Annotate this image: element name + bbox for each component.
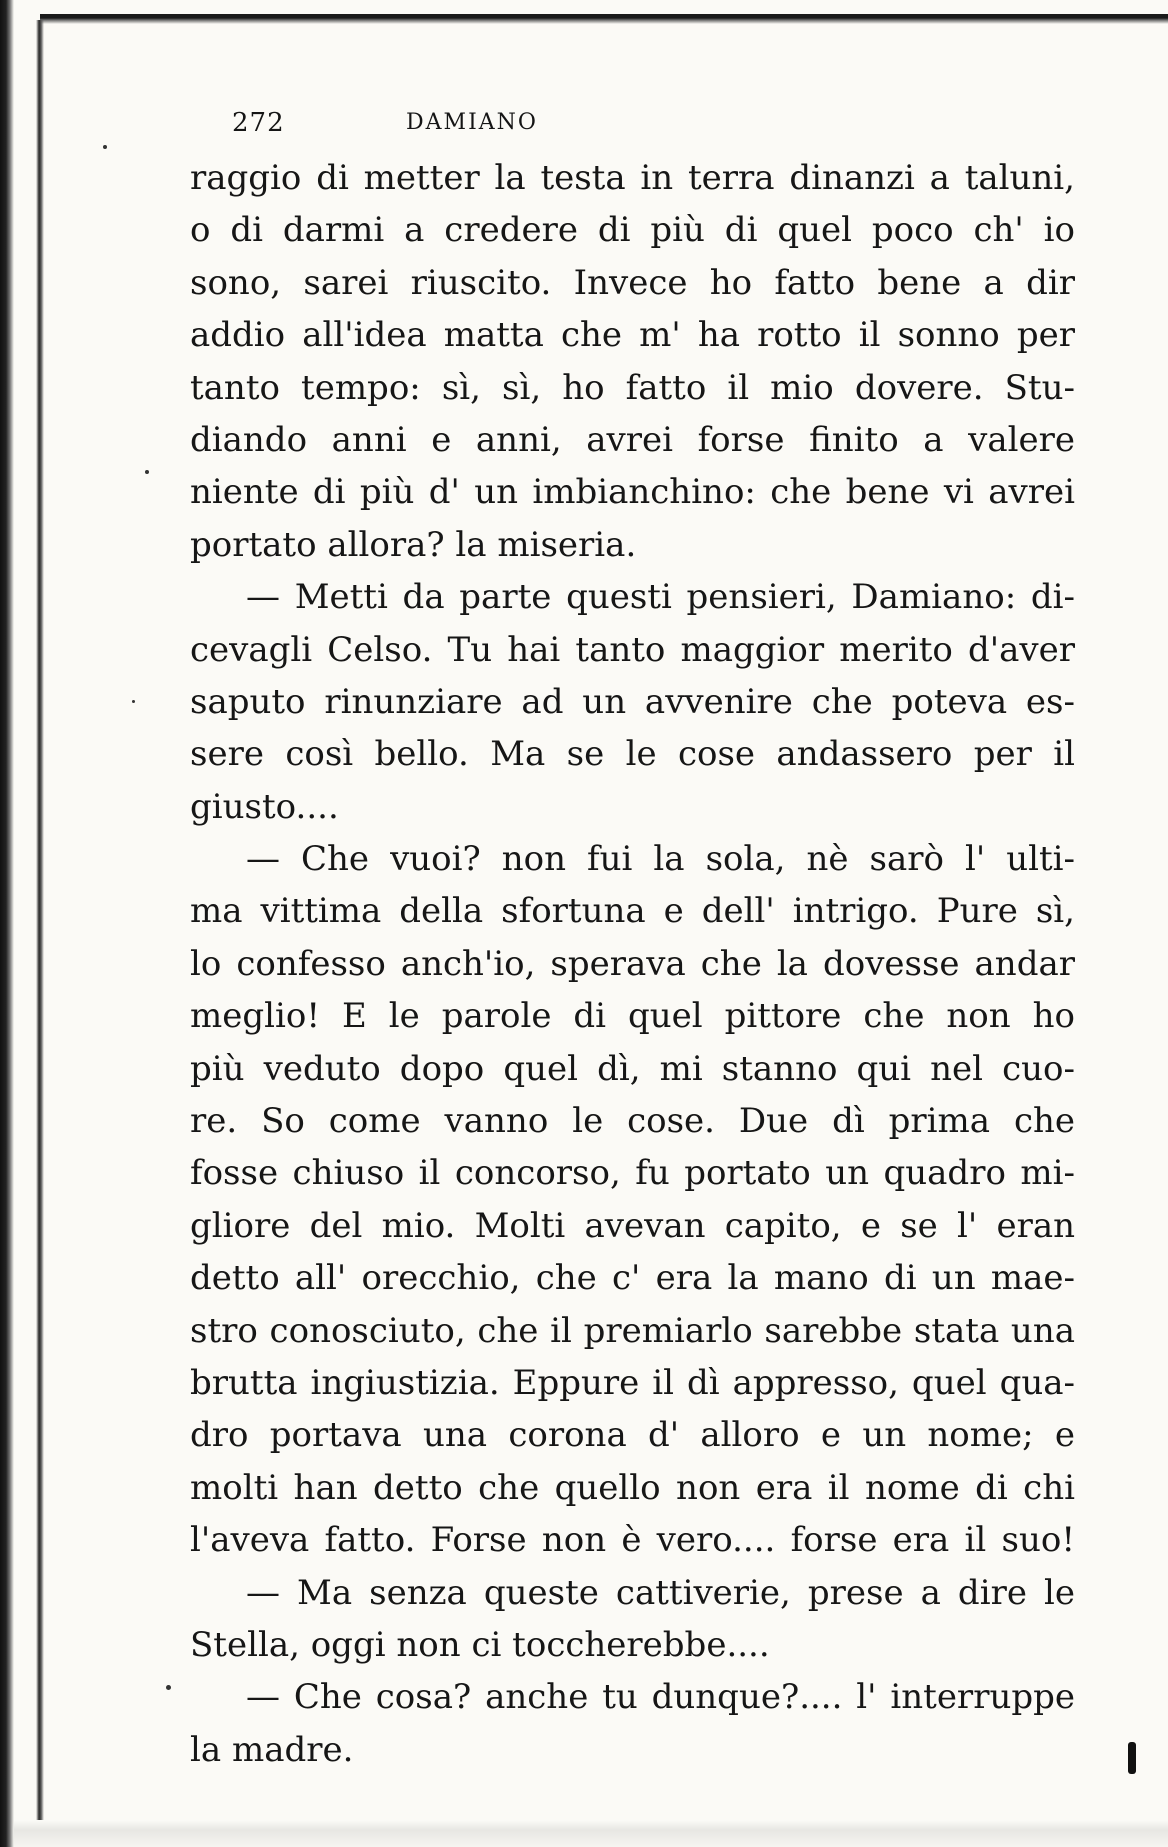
text-line: gliore del mio. Molti avevan capito, e se l' eran: [190, 1205, 1075, 1246]
ink-speck: [145, 470, 149, 474]
ink-speck: [103, 145, 107, 149]
text-line: stro conosciuto, che il premiarlo sarebbe stata una: [190, 1310, 1075, 1351]
page-edge-top: [40, 14, 1168, 24]
ink-speck: [132, 700, 135, 703]
running-title: DAMIANO: [406, 110, 538, 135]
text-line: saputo rinunziare ad un avvenire che poteva es-: [190, 681, 1075, 722]
running-head: [232, 108, 712, 148]
text-line: giusto....: [190, 786, 339, 827]
text-line: brutta ingiustizia. Eppure il dì appresso, quel qua-: [190, 1362, 1075, 1403]
text-line: raggio di metter la testa in terra dinanzi a taluni,: [190, 158, 1075, 198]
ink-speck: [1128, 1742, 1136, 1774]
text-line: portato allora? la miseria.: [190, 524, 637, 565]
text-line: meglio! E le parole di quel pittore che non ho: [190, 996, 1075, 1037]
text-line: sono, sarei riuscito. Invece ho fatto bene a dir: [190, 262, 1075, 303]
page-edge-bottom: [14, 1820, 1168, 1847]
text-line: diando anni e anni, avrei forse finito a valere: [190, 419, 1075, 460]
text-line: detto all' orecchio, che c' era la mano di un mae-: [190, 1258, 1075, 1299]
text-line: cevagli Celso. Tu hai tanto maggior merito d'aver: [190, 629, 1075, 670]
text-line: o di darmi a credere di più di quel poco ch' io: [190, 210, 1075, 251]
page-number: 272: [232, 108, 285, 138]
text-line: — Ma senza queste cattiverie, prese a dire le: [246, 1572, 1075, 1613]
text-line: niente di più d' un imbianchino: che bene vi avrei: [190, 472, 1075, 513]
text-line: — Metti da parte questi pensieri, Damiano: di-: [246, 577, 1075, 618]
text-line: lo confesso anch'io, sperava che la dovesse andar: [190, 943, 1075, 984]
text-line: — Che cosa? anche tu dunque?.... l' interruppe: [246, 1677, 1075, 1718]
text-line: sere così bello. Ma se le cose andassero per il: [190, 734, 1075, 775]
text-line: — Che vuoi? non fui la sola, nè sarò l' ulti-: [246, 839, 1075, 880]
text-line: molti han detto che quello non era il nome di chi: [190, 1467, 1075, 1508]
text-line: Stella, oggi non ci toccherebbe....: [190, 1624, 770, 1665]
text-line: tanto tempo: sì, sì, ho fatto il mio dovere. Stu-: [190, 367, 1075, 408]
text-line: dro portava una corona d' alloro e un nome; e: [190, 1415, 1075, 1456]
text-line: re. So come vanno le cose. Due dì prima che: [190, 1101, 1075, 1142]
text-line: addio all'idea matta che m' ha rotto il sonno per: [190, 315, 1075, 356]
text-line: la madre.: [190, 1729, 354, 1770]
text-line: l'aveva fatto. Forse non è vero.... forse era il suo!: [190, 1520, 1075, 1561]
page-edge-left: [0, 0, 14, 1847]
text-line: più veduto dopo quel dì, mi stanno qui nel cuo-: [190, 1048, 1075, 1089]
page-gutter-shadow: [36, 20, 44, 1820]
body-text: [190, 152, 1075, 1776]
text-line: fosse chiuso il concorso, fu portato un quadro mi-: [190, 1153, 1075, 1194]
text-line: ma vittima della sfortuna e dell' intrigo. Pure sì,: [190, 891, 1075, 932]
ink-speck: [166, 1685, 171, 1690]
